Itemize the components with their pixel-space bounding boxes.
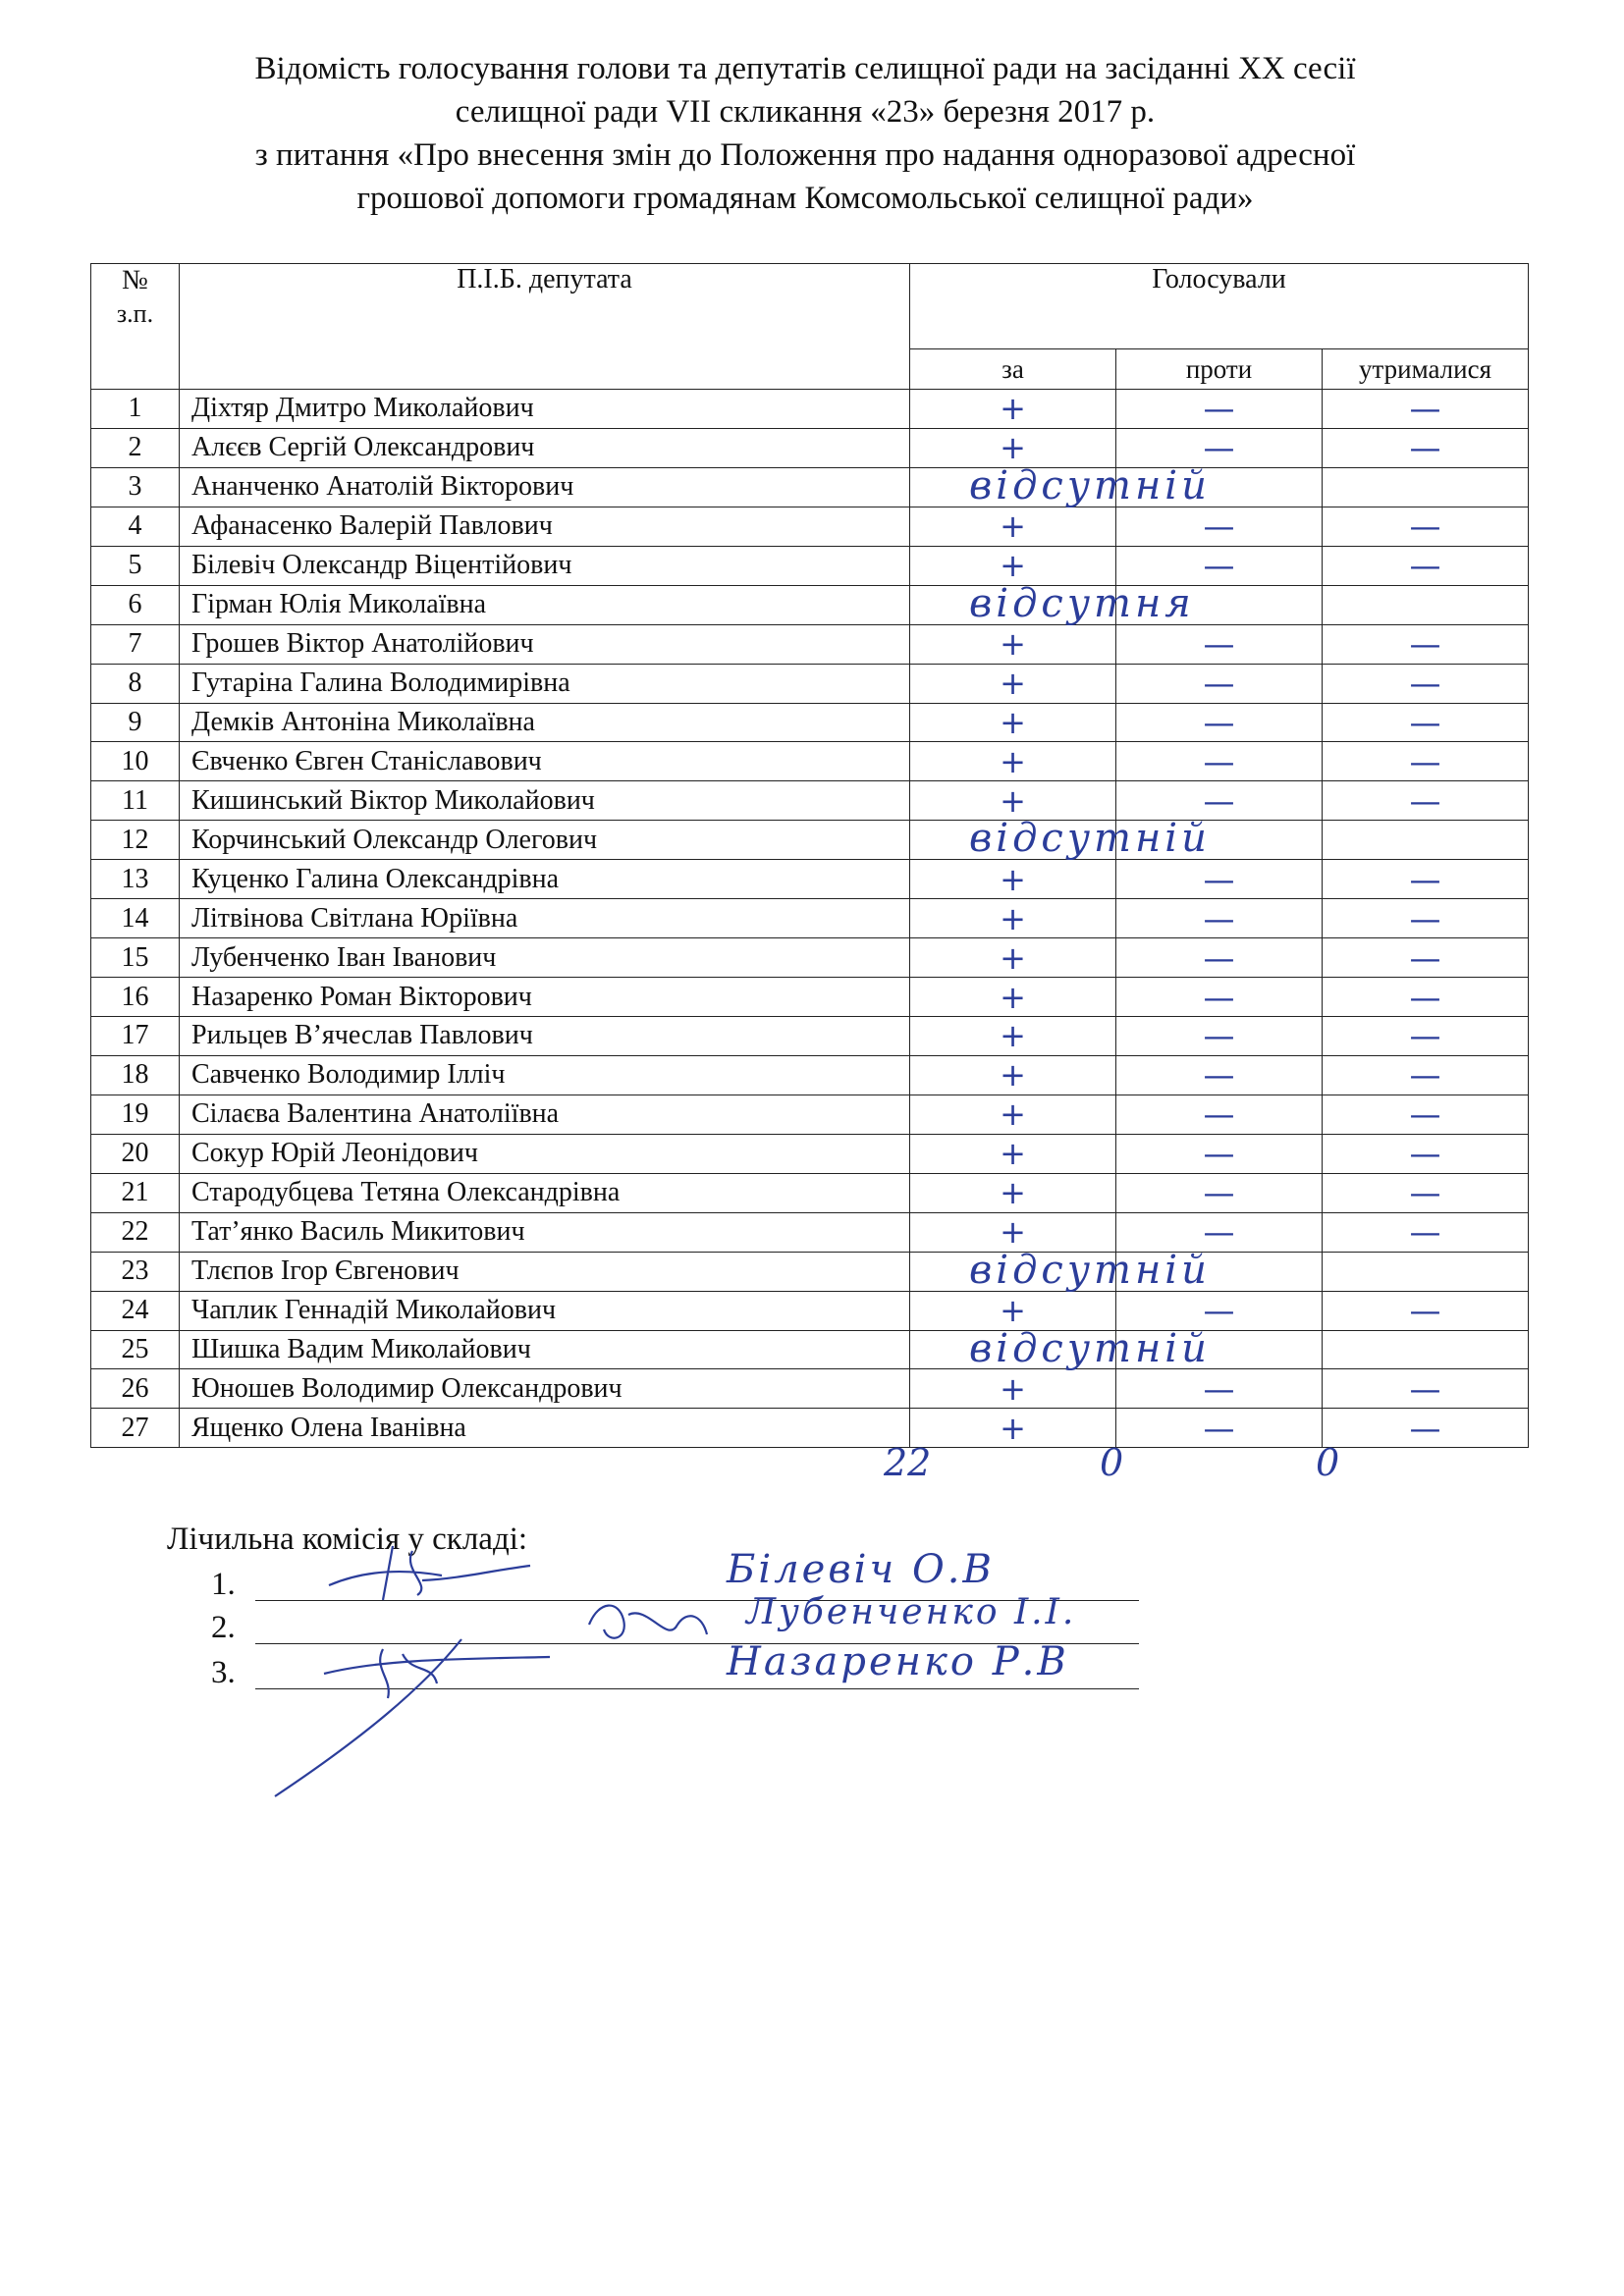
row-number: 16	[91, 978, 180, 1017]
vote-against	[1116, 1134, 1323, 1173]
vote-for	[910, 781, 1116, 821]
dash-mark: —	[1203, 899, 1235, 937]
plus-mark: +	[1000, 390, 1026, 428]
vote-against	[1116, 781, 1323, 821]
vote-abstain	[1323, 1134, 1529, 1173]
dash-mark: —	[1409, 429, 1441, 467]
voting-table	[90, 263, 1529, 1448]
vote-against	[1116, 1330, 1323, 1369]
title-line-1: Відомість голосування голови та депутатів селищної ради на засіданні XX сесії	[254, 51, 1356, 86]
deputy-name: Лубенченко Іван Іванович	[180, 938, 910, 978]
dash-mark: —	[1409, 899, 1441, 937]
plus-mark: +	[1000, 1409, 1026, 1447]
member-number: 3.	[211, 1655, 236, 1690]
deputy-name: Гірман Юлія Миколаївна	[180, 585, 910, 624]
row-number: 20	[91, 1134, 180, 1173]
vote-abstain	[1323, 1055, 1529, 1095]
deputy-name: Рильцев В’ячеслав Павлович	[180, 1017, 910, 1056]
signature-name-3: Назаренко Р.В	[727, 1639, 1069, 1684]
vote-abstain	[1323, 938, 1529, 978]
table-row	[91, 1212, 1529, 1252]
vote-against	[1116, 664, 1323, 703]
plus-mark: +	[1000, 547, 1026, 585]
vote-against	[1116, 1095, 1323, 1134]
plus-mark: +	[1000, 978, 1026, 1016]
vote-for	[910, 860, 1116, 899]
vote-for	[910, 938, 1116, 978]
table-row	[91, 938, 1529, 978]
commission-member-3	[211, 1655, 236, 1691]
table-row	[91, 821, 1529, 860]
vote-abstain	[1323, 1369, 1529, 1409]
vote-abstain	[1323, 742, 1529, 781]
row-number: 19	[91, 1095, 180, 1134]
table-row	[91, 1409, 1529, 1448]
table-row	[91, 390, 1529, 429]
dash-mark: —	[1409, 1292, 1441, 1330]
deputy-name: Гутаріна Галина Володимирівна	[180, 664, 910, 703]
vote-for	[910, 546, 1116, 585]
table-row	[91, 781, 1529, 821]
signature-scribble-1	[324, 1541, 540, 1610]
title-line-3: з питання «Про внесення змін до Положення про надання одноразової адресної	[254, 137, 1356, 173]
table-row	[91, 742, 1529, 781]
member-number: 1.	[211, 1567, 236, 1602]
plus-mark: +	[1000, 1369, 1026, 1408]
vote-abstain	[1323, 899, 1529, 938]
dash-mark: —	[1203, 665, 1235, 703]
dash-mark: —	[1409, 742, 1441, 780]
vote-for	[910, 664, 1116, 703]
deputy-name: Грошев Віктор Анатолійович	[180, 624, 910, 664]
table-row	[91, 428, 1529, 467]
table-row	[91, 1173, 1529, 1212]
deputy-name: Шишка Вадим Миколайович	[180, 1330, 910, 1369]
vote-abstain	[1323, 507, 1529, 546]
dash-mark: —	[1409, 938, 1441, 977]
dash-mark: —	[1203, 625, 1235, 664]
plus-mark: +	[1000, 742, 1026, 780]
commission-member-2	[211, 1610, 236, 1646]
vote-for	[910, 703, 1116, 742]
row-number: 11	[91, 781, 180, 821]
signature-scribble-3	[265, 1629, 560, 1806]
row-number: 6	[91, 585, 180, 624]
header-for: за	[910, 349, 1116, 390]
total-against: 0	[1100, 1441, 1124, 1484]
vote-abstain	[1323, 546, 1529, 585]
dash-mark: —	[1409, 1213, 1441, 1252]
table-row	[91, 1134, 1529, 1173]
deputy-name: Сілаєва Валентина Анатоліївна	[180, 1095, 910, 1134]
table-row	[91, 1369, 1529, 1409]
dash-mark: —	[1203, 429, 1235, 467]
table-row	[91, 1291, 1529, 1330]
deputy-name: Назаренко Роман Вікторович	[180, 978, 910, 1017]
deputy-name: Демків Антоніна Миколаївна	[180, 703, 910, 742]
dash-mark: —	[1203, 1213, 1235, 1252]
dash-mark: —	[1203, 390, 1235, 428]
row-number: 9	[91, 703, 180, 742]
vote-against	[1116, 1291, 1323, 1330]
vote-for	[910, 462, 1211, 508]
vote-for	[910, 1291, 1116, 1330]
row-number: 26	[91, 1369, 180, 1409]
vote-against	[1116, 1409, 1323, 1448]
vote-against	[1116, 507, 1323, 546]
dash-mark: —	[1409, 703, 1441, 741]
deputy-name: Юношев Володимир Олександрович	[180, 1369, 910, 1409]
row-number: 22	[91, 1212, 180, 1252]
vote-against	[1116, 703, 1323, 742]
deputy-name: Ященко Олена Іванівна	[180, 1409, 910, 1448]
dash-mark: —	[1203, 1174, 1235, 1212]
vote-for	[910, 580, 1195, 626]
row-number: 10	[91, 742, 180, 781]
dash-mark: —	[1203, 742, 1235, 780]
row-number: 1	[91, 390, 180, 429]
deputy-name: Тат’янко Василь Микитович	[180, 1212, 910, 1252]
table-row	[91, 1055, 1529, 1095]
plus-mark: +	[1000, 1174, 1026, 1212]
vote-abstain	[1323, 664, 1529, 703]
absent-note: відсутня	[969, 580, 1195, 626]
vote-for	[910, 1247, 1211, 1293]
vote-abstain	[1323, 1291, 1529, 1330]
vote-abstain	[1323, 1173, 1529, 1212]
plus-mark: +	[1000, 665, 1026, 703]
row-number: 2	[91, 428, 180, 467]
vote-abstain	[1323, 390, 1529, 429]
deputy-name: Стародубцева Тетяна Олександрівна	[180, 1173, 910, 1212]
table-row	[91, 899, 1529, 938]
plus-mark: +	[1000, 1095, 1026, 1134]
deputy-name: Ананченко Анатолій Вікторович	[180, 467, 910, 507]
deputy-name: Чаплик Геннадій Миколайович	[180, 1291, 910, 1330]
dash-mark: —	[1203, 860, 1235, 898]
dash-mark: —	[1203, 547, 1235, 585]
vote-abstain	[1323, 624, 1529, 664]
table-row	[91, 703, 1529, 742]
vote-abstain	[1323, 703, 1529, 742]
vote-abstain	[1323, 1330, 1529, 1369]
deputy-name: Куценко Галина Олександрівна	[180, 860, 910, 899]
plus-mark: +	[1000, 1135, 1026, 1173]
table-row	[91, 978, 1529, 1017]
vote-abstain	[1323, 467, 1529, 507]
absent-note: відсутній	[969, 816, 1211, 862]
vote-against	[1116, 1212, 1323, 1252]
signature-scribble-2	[579, 1595, 717, 1654]
vote-for	[910, 1409, 1116, 1448]
table-row	[91, 1095, 1529, 1134]
dash-mark: —	[1203, 1056, 1235, 1095]
plus-mark: +	[1000, 1292, 1026, 1330]
row-number: 21	[91, 1173, 180, 1212]
header-abstain: утрималися	[1323, 349, 1529, 390]
header-number-abbr: з.п.	[116, 299, 154, 328]
deputy-name: Сокур Юрій Леонідович	[180, 1134, 910, 1173]
table-row	[91, 467, 1529, 507]
deputy-name: Алєєв Сергій Олександрович	[180, 428, 910, 467]
commission-member-1	[211, 1567, 236, 1603]
vote-against	[1116, 1017, 1323, 1056]
dash-mark: —	[1203, 781, 1235, 820]
vote-for	[910, 1017, 1116, 1056]
dash-mark: —	[1203, 1292, 1235, 1330]
vote-abstain	[1323, 1409, 1529, 1448]
row-number: 3	[91, 467, 180, 507]
header-number-sign: №	[122, 265, 148, 295]
table-row	[91, 585, 1529, 624]
row-number: 24	[91, 1291, 180, 1330]
dash-mark: —	[1409, 507, 1441, 546]
vote-for	[910, 1369, 1116, 1409]
dash-mark: —	[1409, 1017, 1441, 1055]
plus-mark: +	[1000, 899, 1026, 937]
row-number: 12	[91, 821, 180, 860]
vote-for	[910, 978, 1116, 1017]
dash-mark: —	[1409, 665, 1441, 703]
row-number: 25	[91, 1330, 180, 1369]
vote-against	[1116, 390, 1323, 429]
vote-against	[1116, 428, 1323, 467]
deputy-name: Тлєпов Ігор Євгенович	[180, 1252, 910, 1291]
vote-against	[1116, 860, 1323, 899]
row-number: 5	[91, 546, 180, 585]
plus-mark: +	[1000, 781, 1026, 820]
absent-note: відсутній	[969, 1247, 1211, 1293]
plus-mark: +	[1000, 1056, 1026, 1095]
dash-mark: —	[1203, 978, 1235, 1016]
vote-against	[1116, 1173, 1323, 1212]
deputy-name: Афанасенко Валерій Павлович	[180, 507, 910, 546]
dash-mark: —	[1409, 781, 1441, 820]
vote-against	[1116, 467, 1323, 507]
row-number: 13	[91, 860, 180, 899]
vote-for	[910, 428, 1116, 467]
vote-against	[1116, 1252, 1323, 1291]
table-row	[91, 664, 1529, 703]
deputy-name: Діхтяр Дмитро Миколайович	[180, 390, 910, 429]
plus-mark: +	[1000, 625, 1026, 664]
deputy-name: Євченко Євген Станіславович	[180, 742, 910, 781]
dash-mark: —	[1203, 1017, 1235, 1055]
deputy-name: Білевіч Олександр Віцентійович	[180, 546, 910, 585]
vote-abstain	[1323, 978, 1529, 1017]
signature-name-1: Білевіч О.В	[727, 1547, 995, 1592]
document-title	[98, 47, 1512, 220]
dash-mark: —	[1409, 1056, 1441, 1095]
vote-against	[1116, 1055, 1323, 1095]
row-number: 7	[91, 624, 180, 664]
vote-against	[1116, 978, 1323, 1017]
row-number: 23	[91, 1252, 180, 1291]
dash-mark: —	[1409, 625, 1441, 664]
dash-mark: —	[1409, 860, 1441, 898]
dash-mark: —	[1409, 1174, 1441, 1212]
total-for: 22	[884, 1441, 932, 1484]
vote-against	[1116, 899, 1323, 938]
vote-abstain	[1323, 1212, 1529, 1252]
vote-against	[1116, 546, 1323, 585]
vote-abstain	[1323, 585, 1529, 624]
total-abstain: 0	[1316, 1441, 1340, 1484]
plus-mark: +	[1000, 703, 1026, 741]
dash-mark: —	[1203, 938, 1235, 977]
vote-abstain	[1323, 821, 1529, 860]
vote-against	[1116, 938, 1323, 978]
vote-for	[910, 1095, 1116, 1134]
row-number: 14	[91, 899, 180, 938]
deputy-name: Корчинський Олександр Олегович	[180, 821, 910, 860]
member-number: 2.	[211, 1610, 236, 1645]
vote-for	[910, 1173, 1116, 1212]
row-number: 15	[91, 938, 180, 978]
table-row	[91, 1252, 1529, 1291]
deputy-name: Савченко Володимир Ілліч	[180, 1055, 910, 1095]
dash-mark: —	[1409, 1369, 1441, 1408]
vote-against	[1116, 624, 1323, 664]
plus-mark: +	[1000, 507, 1026, 546]
absent-note: відсутній	[969, 1325, 1211, 1371]
vote-abstain	[1323, 1017, 1529, 1056]
plus-mark: +	[1000, 429, 1026, 467]
title-line-2: селищної ради VII скликання «23» березня 2017 р.	[455, 94, 1156, 130]
dash-mark: —	[1409, 390, 1441, 428]
vote-for	[910, 1325, 1211, 1371]
vote-abstain	[1323, 1095, 1529, 1134]
table-row	[91, 624, 1529, 664]
vote-against	[1116, 821, 1323, 860]
header-voted: Голосували	[910, 264, 1529, 349]
row-number: 8	[91, 664, 180, 703]
table-row	[91, 860, 1529, 899]
header-name: П.І.Б. депутата	[180, 264, 910, 390]
dash-mark: —	[1203, 507, 1235, 546]
absent-note: відсутній	[969, 462, 1211, 508]
dash-mark: —	[1409, 978, 1441, 1016]
row-number: 18	[91, 1055, 180, 1095]
dash-mark: —	[1409, 547, 1441, 585]
vote-abstain	[1323, 1252, 1529, 1291]
vote-for	[910, 1055, 1116, 1095]
commission-label: Лічильна комісія у складі:	[167, 1522, 528, 1557]
vote-for	[910, 816, 1211, 862]
vote-abstain	[1323, 781, 1529, 821]
title-line-4: грошової допомоги громадянам Комсомольської селищної ради»	[356, 181, 1254, 216]
plus-mark: +	[1000, 1213, 1026, 1252]
plus-mark: +	[1000, 938, 1026, 977]
vote-against	[1116, 742, 1323, 781]
vote-for	[910, 742, 1116, 781]
row-number: 17	[91, 1017, 180, 1056]
vote-for	[910, 1134, 1116, 1173]
table-row	[91, 507, 1529, 546]
vote-against	[1116, 1369, 1323, 1409]
table-row	[91, 1330, 1529, 1369]
header-number	[91, 264, 180, 390]
header-against: проти	[1116, 349, 1323, 390]
dash-mark: —	[1203, 703, 1235, 741]
dash-mark: —	[1203, 1409, 1235, 1447]
signature-name-2: Лубенченко І.І.	[746, 1592, 1077, 1632]
table-body	[91, 390, 1529, 1448]
dash-mark: —	[1409, 1135, 1441, 1173]
dash-mark: —	[1203, 1095, 1235, 1134]
vote-for	[910, 507, 1116, 546]
dash-mark: —	[1409, 1095, 1441, 1134]
vote-for	[910, 624, 1116, 664]
row-number: 4	[91, 507, 180, 546]
vote-against	[1116, 585, 1323, 624]
plus-mark: +	[1000, 860, 1026, 898]
vote-abstain	[1323, 428, 1529, 467]
vote-for	[910, 390, 1116, 429]
vote-for	[910, 899, 1116, 938]
vote-for	[910, 1212, 1116, 1252]
plus-mark: +	[1000, 1017, 1026, 1055]
dash-mark: —	[1203, 1369, 1235, 1408]
table-row	[91, 546, 1529, 585]
row-number: 27	[91, 1409, 180, 1448]
vote-abstain	[1323, 860, 1529, 899]
dash-mark: —	[1203, 1135, 1235, 1173]
deputy-name: Кишинський Віктор Миколайович	[180, 781, 910, 821]
deputy-name: Літвінова Світлана Юріївна	[180, 899, 910, 938]
dash-mark: —	[1409, 1409, 1441, 1447]
table-row	[91, 1017, 1529, 1056]
